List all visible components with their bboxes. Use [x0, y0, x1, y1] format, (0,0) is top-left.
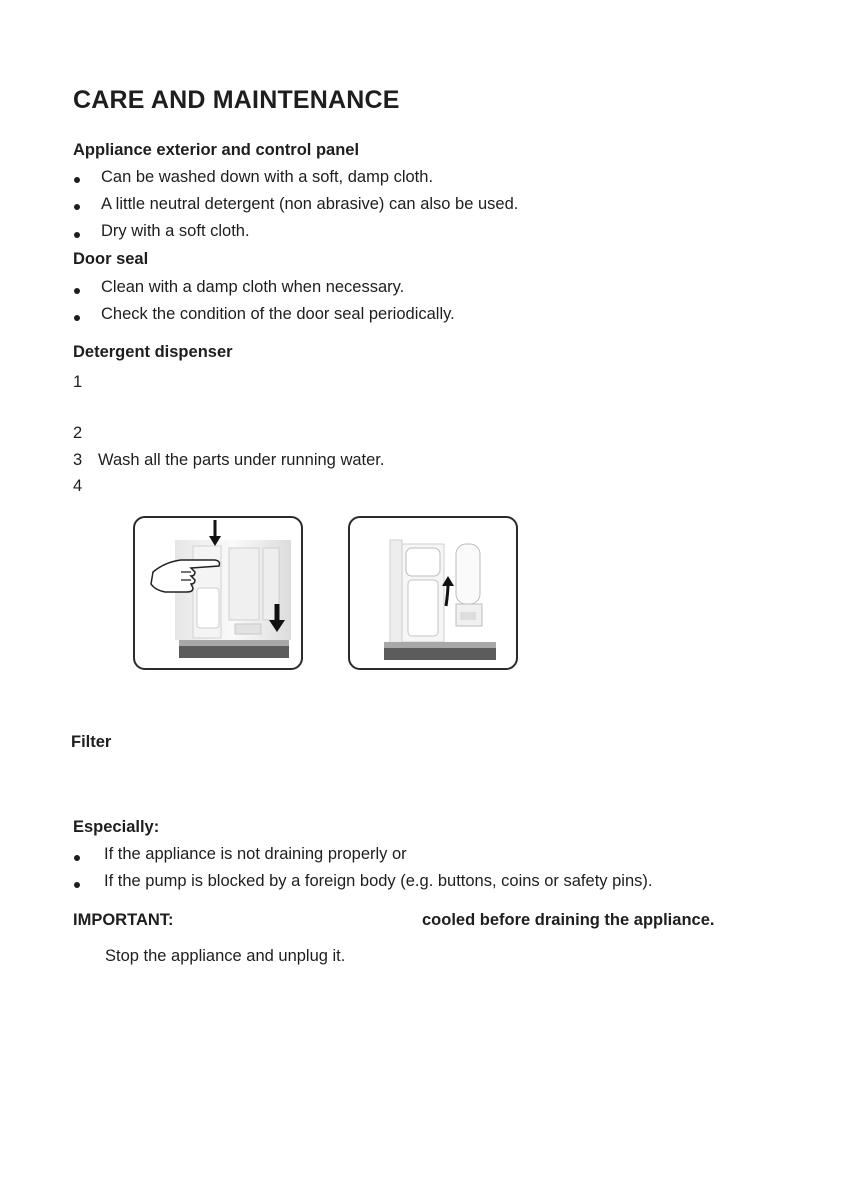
dispenser-drawer-image	[135, 518, 301, 668]
exterior-item: Can be washed down with a soft, damp cloth.	[101, 168, 434, 186]
especially-item: If the pump is blocked by a foreign body (e.g. buttons, coins or safety pins).	[104, 872, 653, 890]
filter-heading: Filter	[71, 733, 112, 751]
bullet-icon	[74, 288, 80, 294]
exterior-heading: Appliance exterior and control panel	[73, 141, 360, 159]
dispenser-heading: Detergent dispenser	[73, 343, 233, 361]
page-title: CARE AND MAINTENANCE	[73, 86, 400, 114]
bullet-icon	[74, 315, 80, 321]
step-number: 3	[73, 451, 83, 469]
important-text: cooled before draining the appliance.	[422, 911, 715, 929]
especially-item: If the appliance is not draining properly or	[104, 845, 407, 863]
step-number: 4	[73, 477, 83, 495]
dispenser-removal-illustration	[133, 516, 303, 670]
siphon-removal-illustration	[348, 516, 518, 670]
bullet-icon	[74, 232, 80, 238]
exterior-item: A little neutral detergent (non abrasive) can also be used.	[101, 195, 519, 213]
bullet-icon	[74, 882, 80, 888]
door-seal-heading: Door seal	[73, 250, 149, 268]
siphon-insert-image	[350, 518, 516, 668]
step-number: 2	[73, 424, 83, 442]
step-number: 1	[73, 373, 83, 391]
door-seal-item: Check the condition of the door seal periodically.	[101, 305, 455, 323]
bullet-icon	[74, 855, 80, 861]
door-seal-item: Clean with a damp cloth when necessary.	[101, 278, 405, 296]
important-label: IMPORTANT:	[73, 911, 174, 929]
step-text: Wash all the parts under running water.	[98, 451, 385, 469]
bullet-icon	[74, 204, 80, 210]
especially-heading: Especially:	[73, 818, 160, 836]
important-instruction: Stop the appliance and unplug it.	[105, 947, 346, 965]
bullet-icon	[74, 177, 80, 183]
exterior-item: Dry with a soft cloth.	[101, 222, 250, 240]
